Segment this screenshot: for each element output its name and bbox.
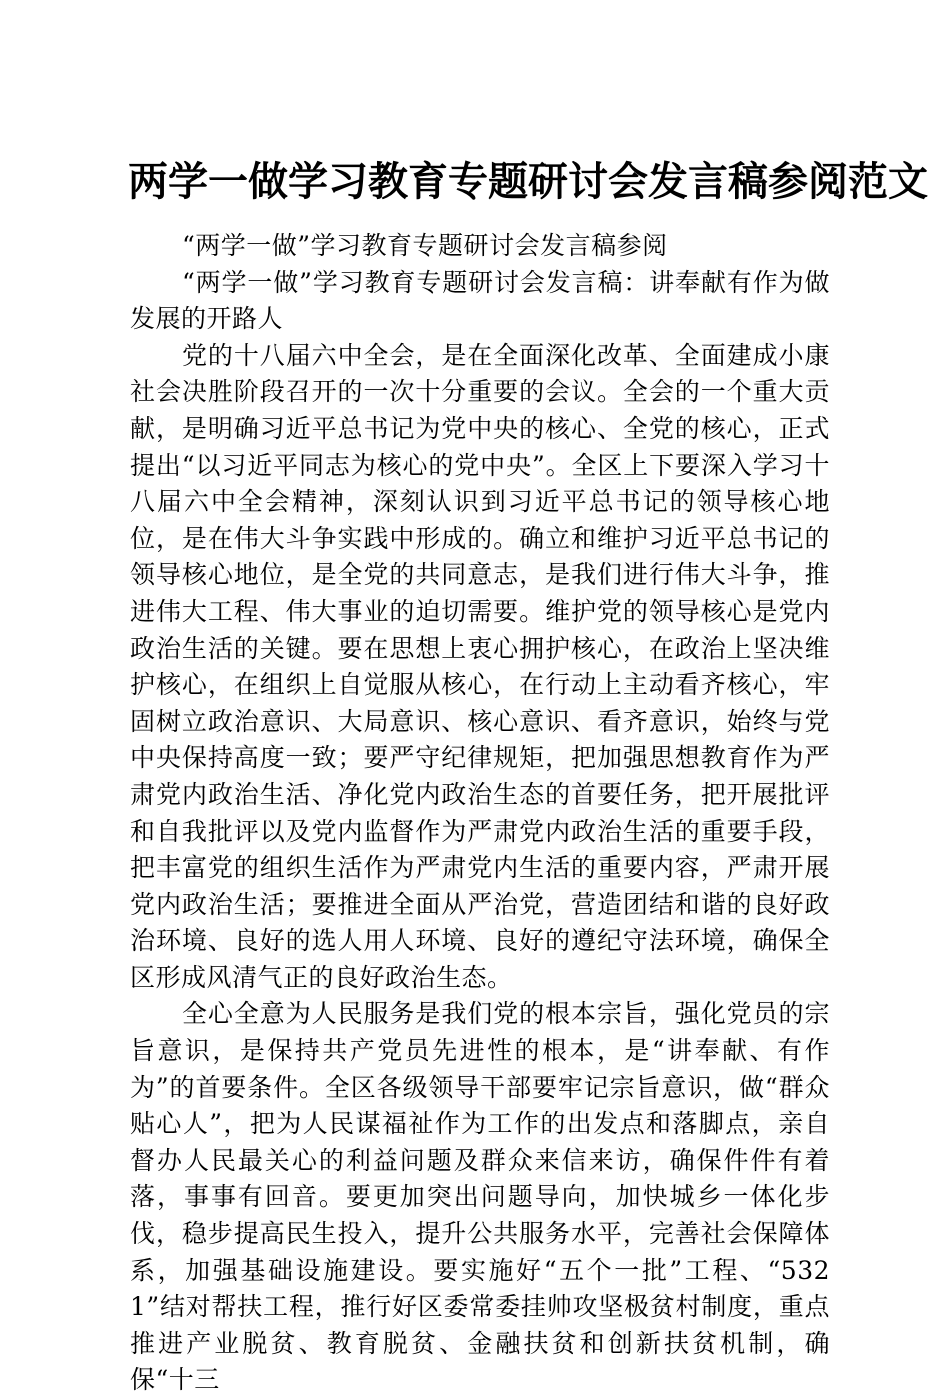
paragraph-subtitle: “两学一做”学习教育专题研讨会发言稿参阅	[182, 231, 668, 260]
document-title: 两学一做学习教育专题研讨会发言稿参阅范文	[128, 158, 928, 205]
paragraph-body: 党的十八届六中全会，是在全面深化改革、全面建成小康社会决胜阶段召开的一次十分重要的会议。全会的一个重大贡献，是明确习近平总书记为党中央的核心、全党的核心，正式提出“以习近平同志为核心的党中央”。全区上下要深入学习十八届六中全会精神，深刻认识到习近平总书记的领导核心地位，是在伟大斗争实践中形成的。确立和维护习近平总书记的领导核心地位，是全党的共同意志，是我们进行伟大斗争，推进伟大工程、伟大事业的迫切需要。维护党的领导核心是党内政治生活的关键。要在思想上衷心拥护核心，在政治上坚决维护核心，在组织上自觉服从核心，在行动上主动看齐核心，牢固树立政治意识、大局意识、核心意识、看齐意识，始终与党中央保持高度一致；要严守纪律规矩，把加强思想教育作为严肃党内政治生活、净化党内政治生态的首要任务，把开展批评和自我批评以及党内监督作为严肃党内政治生活的重要手段，把丰富党的组织生活作为严肃党内生活的重要内容，严肃开展党内政治生活；要推进全面从严治党，营造团结和谐的良好政治环境、良好的选人用人环境、良好的遵纪守法环境，确保全区形成风清气正的良好政治生态。	[130, 340, 830, 992]
paragraph-heading: “两学一做”学习教育专题研讨会发言稿：讲奉献有作为做发展的开路人	[130, 267, 830, 334]
paragraph-body: 全心全意为人民服务是我们党的根本宗旨，强化党员的宗旨意识，是保持共产党员先进性的根本，是“讲奉献、有作为”的首要条件。全区各级领导干部要牢记宗旨意识，做“群众贴心人”，把为人民谋福祉作为工作的出发点和落脚点，亲自督办人民最关心的利益问题及群众来信来访，确保件件有着落，事事有回音。要更加突出问题导向，加快城乡一体化步伐，稳步提高民生投入，提升公共服务水平，完善社会保障体系，加强基础设施建设。要实施好“五个一批”工程、“5321”结对帮扶工程，推行好区委常委挂帅攻坚极贫村制度，重点推进产业脱贫、教育脱贫、金融扶贫和创新扶贫机制，确保“十三	[130, 999, 830, 1395]
document-body	[130, 228, 830, 1399]
